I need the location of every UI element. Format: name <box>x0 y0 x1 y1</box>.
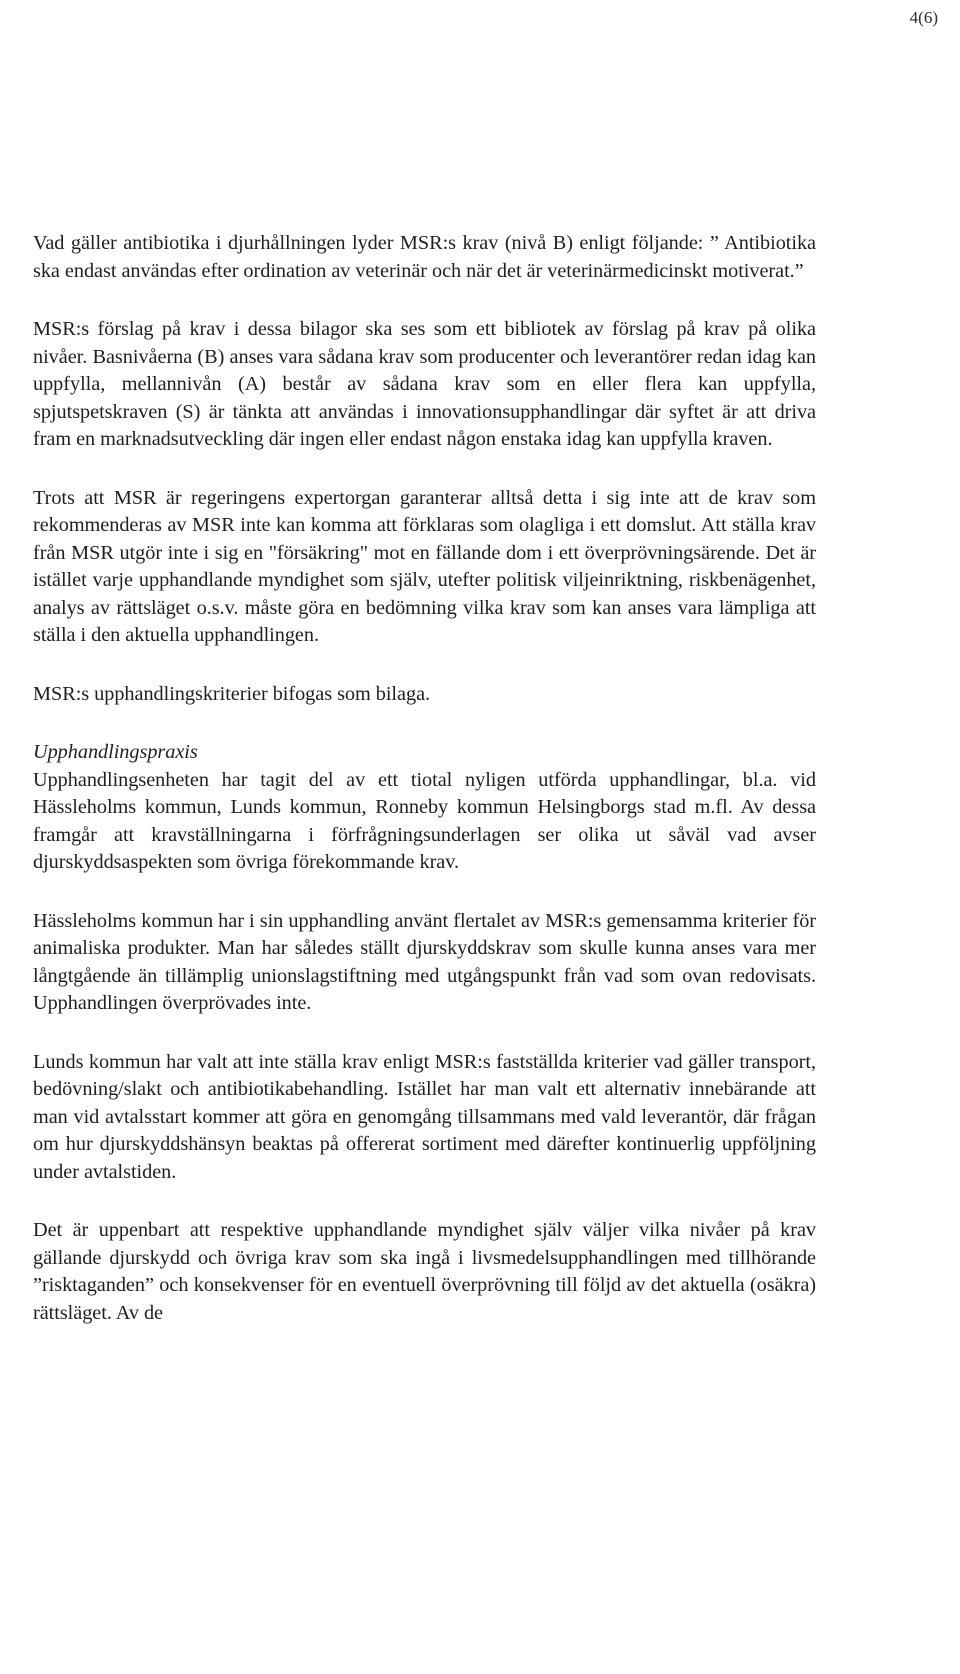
paragraph-procurement-unit: Upphandlingsenheten har tagit del av ett tiotal nyligen utförda upphandlingar, bl.a. vid Hässleholms kommun, Lunds kommun, Ronneby kommun Helsingborgs stad m.fl. Av dessa framgår att kravställningarna i förfrågningsunderlagen ser olika ut såväl vad avser djurskyddsaspekten som övriga förekommande krav. <box>33 768 816 873</box>
paragraph-msr-levels: MSR:s förslag på krav i dessa bilagor ska ses som ett bibliotek av förslag på krav på olika nivåer. Basnivåerna (B) anses vara sådana krav som producenter och leverantörer redan idag kan uppfylla, mellannivån (A) består av sådana krav som en eller flera kan uppfylla, spjutspetskraven (S) är tänkta att användas i innovationsupphandlingar där syftet är att driva fram en marknadsutveckling där ingen eller endast någon enstaka idag kan uppfylla kraven. <box>33 318 816 450</box>
paragraph-hassleholm: Hässleholms kommun har i sin upphandling använt flertalet av MSR:s gemensamma kriterier för animaliska produkter. Man har således ställt djurskyddskrav som skulle kunna anses vara mer långtgående än tillämplig unionslagstiftning med utgångspunkt från vad som ovan redovisats. Upphandlingen överprövades inte. <box>33 909 816 1014</box>
section-heading: Upphandlingspraxis <box>33 741 198 763</box>
paragraph-lund: Lunds kommun har valt att inte ställa krav enligt MSR:s fastställda kriterier vad gäller transport, bedövning/slakt och antibiotikabehandling. Istället har man valt ett alternativ innebärande att man vid avtalsstart kommer att göra en genomgång tillsammans med vald leverantör, där frågan om hur djurskyddshänsyn beaktas på offererat sortiment med därefter kontinuerlig uppföljning under avtalstiden. <box>33 1050 816 1183</box>
paragraph-expert-body: Trots att MSR är regeringens expertorgan garanterar alltså detta i sig inte att de krav som rekommenderas av MSR inte kan komma att förklaras som olagliga i ett domslut. Att ställa krav från MSR utgör inte i sig en "försäkring" mot en fällande dom i ett överprövningsärende. Det är istället varje upphandlande myndighet som själv, utefter politisk viljeinriktning, riskbenägenhet, analys av rättsläget o.s.v. måste göra en bedömning vilka krav som kan anses vara lämpliga att ställa i den aktuella upphandlingen. <box>33 486 816 646</box>
page-number: 4(6) <box>909 8 938 27</box>
paragraph-antibiotics: Vad gäller antibiotika i djurhållningen lyder MSR:s krav (nivå B) enligt följande: ” Antibiotika ska endast användas efter ordination av veterinär och när det är veterinärmedicinskt motiverat.” <box>33 232 816 282</box>
paragraph-conclusion: Det är uppenbart att respektive upphandlande myndighet själv väljer vilka nivåer på krav gällande djurskydd och övriga krav som ska ingå i livsmedelsupphandlingen med tillhörande ”risktaganden” och konsekvenser för en eventuell överprövning till följd av det aktuella (osäkra) rättsläget. Av de <box>33 1219 816 1324</box>
document-body <box>33 230 816 1358</box>
paragraph-attachment: MSR:s upphandlingskriterier bifogas som bilaga. <box>33 682 431 705</box>
